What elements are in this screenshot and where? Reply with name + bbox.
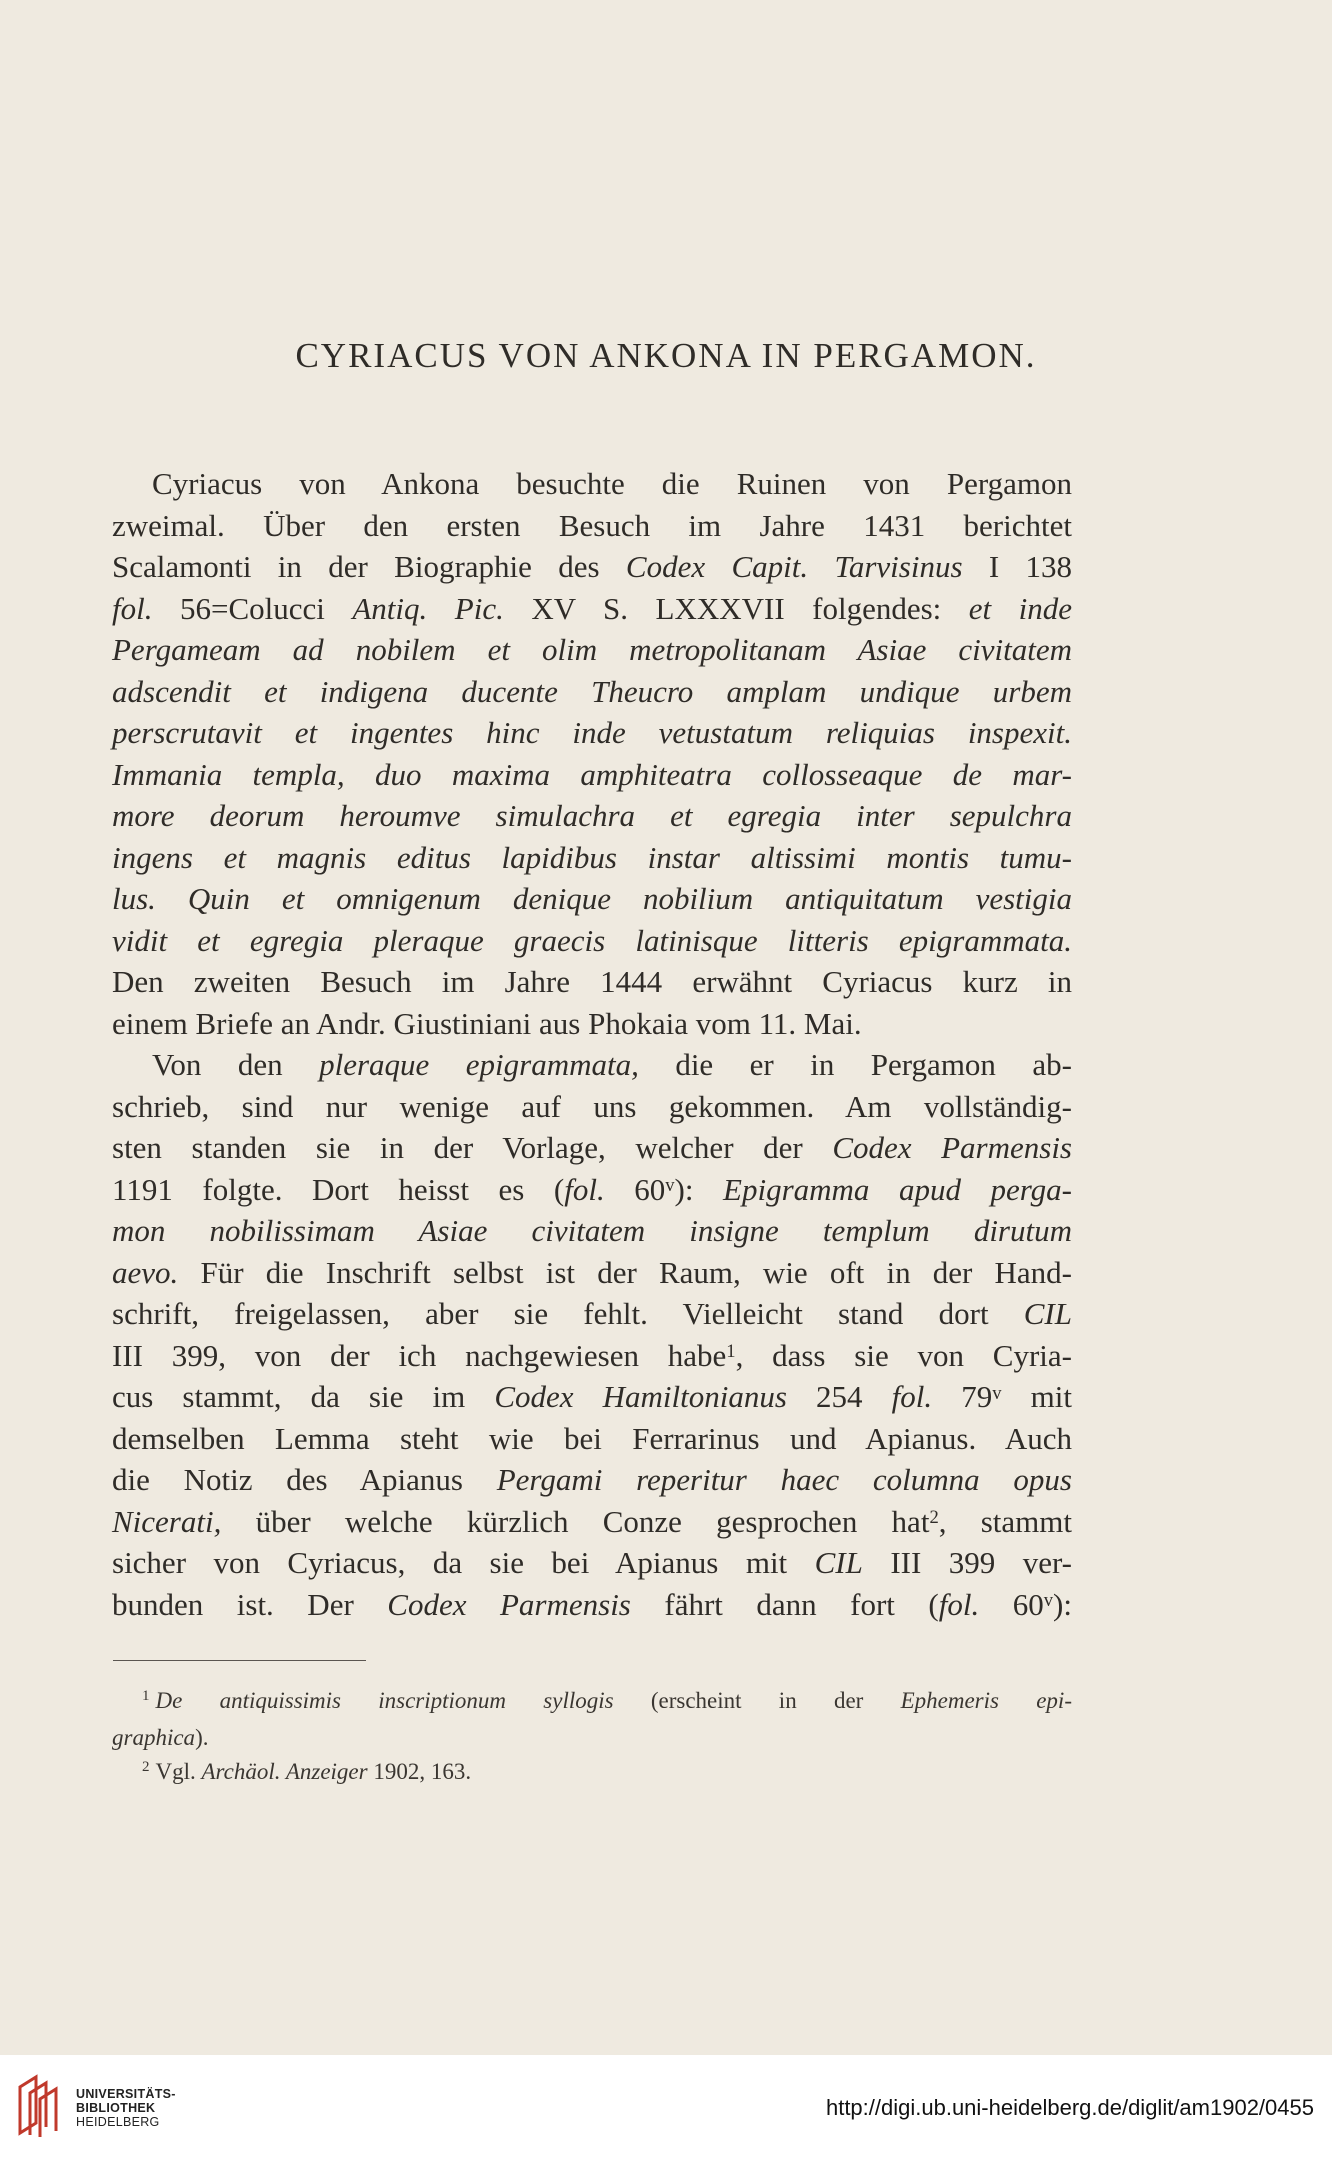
- page-title: CYRIACUS VON ANKONA IN PERGAMON.: [295, 336, 1037, 375]
- library-logo-icon: [14, 2073, 60, 2139]
- text-line: ingens et magnis editus lapidibus instar altissimi montis tumu-: [112, 839, 1072, 875]
- text-line: 1191 folgte. Dort heisst es (fol. 60$^v$): Epigramma apud perga-: [112, 1171, 1073, 1207]
- library-name: UNIVERSITÄTS- BIBLIOTHEK HEIDELBERG: [76, 2087, 176, 2129]
- text-line: fol. 56=Colucci Antiq. Pic. XV S. LXXXVII folgendes: et inde: [112, 590, 1072, 626]
- text-line: mon nobilissimam Asiae civitatem insigne templum dirutum: [112, 1213, 1072, 1248]
- text-line: Pergameam ad nobilem et olim metropolitanam Asiae civitatem: [112, 632, 1072, 667]
- library-footer: [0, 2055, 1332, 2159]
- text-line: die Notiz des Apianus Pergami reperitur haec columna opus: [112, 1462, 1072, 1497]
- text-line: vidit et egregia pleraque graecis latinisque litteris epigrammata.: [112, 922, 1072, 958]
- text-line: Von den pleraque epigrammata, die er in Pergamon ab-: [152, 1047, 1072, 1082]
- text-line: Scalamonti in der Biographie des Codex Capit. Tarvisinus I 138: [112, 549, 1073, 584]
- source-url-link[interactable]: http://digi.ub.uni-heidelberg.de/diglit/am1902/0455: [825, 2095, 1314, 2120]
- text-line: III 399, von der ich nachgewiesen habe$^1$, dass sie von Cyria-: [112, 1337, 1072, 1373]
- text-line: aevo. Für die Inschrift selbst ist der Raum, wie oft in der Hand-: [112, 1254, 1072, 1290]
- text-line: demselben Lemma steht wie bei Ferrarinus und Apianus. Auch: [112, 1420, 1072, 1456]
- footnotes: [112, 1684, 1072, 1792]
- text-line: Nicerati, über welche kürzlich Conze gesprochen hat$^2$, stammt: [112, 1503, 1072, 1539]
- text-line: sten standen sie in der Vorlage, welcher der Codex Parmensis: [112, 1130, 1072, 1165]
- text-line: Den zweiten Besuch im Jahre 1444 erwähnt Cyriacus kurz in: [112, 964, 1072, 999]
- text-line: schrift, freigelassen, aber sie fehlt. Vielleicht stand dort CIL: [112, 1296, 1072, 1331]
- footnote-ref: 2: [929, 1507, 939, 1529]
- text-line: Immania templa, duo maxima amphiteatra collosseaque de mar-: [112, 756, 1072, 792]
- text-line: cus stammt, da sie im Codex Hamiltonianus 254 fol. 79$^v$ mit: [112, 1379, 1072, 1414]
- text-line: perscrutavit et ingentes hinc inde vetustatum reliquias inspexit.: [112, 715, 1072, 750]
- text-line: sicher von Cyriacus, da sie bei Apianus mit CIL III 399 ver-: [112, 1545, 1072, 1580]
- text-line: schrieb, sind nur wenige auf uns gekommen. Am vollständig-: [112, 1088, 1072, 1124]
- text-line: Cyriacus von Ankona besuchte die Ruinen von Pergamon: [152, 466, 1072, 501]
- footnote: $^2$ Vgl. Archäol. Anzeiger 1902, 163.: [142, 1759, 472, 1784]
- text-line: adscendit et indigena ducente Theucro amplam undique urbem: [112, 673, 1072, 709]
- text-line: zweimal. Über den ersten Besuch im Jahre 1431 berichtet: [112, 507, 1072, 543]
- footnote-ref: 1: [726, 1341, 736, 1363]
- text-line: bunden ist. Der Codex Parmensis fährt dann fort (fol. 60$^v$):: [112, 1586, 1072, 1622]
- footnote-divider: [113, 1660, 366, 1661]
- body-text: [112, 463, 1072, 1625]
- footnote: $^1$ De antiquissimis inscriptionum syllogis (erscheint in der Ephemeris epi-: [142, 1688, 1072, 1713]
- footnote: graphica).: [112, 1725, 209, 1750]
- text-line: lus. Quin et omnigenum denique nobilium antiquitatum vestigia: [112, 881, 1072, 916]
- text-line: more deorum heroumve simulachra et egregia inter sepulchra: [112, 798, 1072, 833]
- text-line: einem Briefe an Andr. Giustiniani aus Phokaia vom 11. Mai.: [112, 1005, 862, 1041]
